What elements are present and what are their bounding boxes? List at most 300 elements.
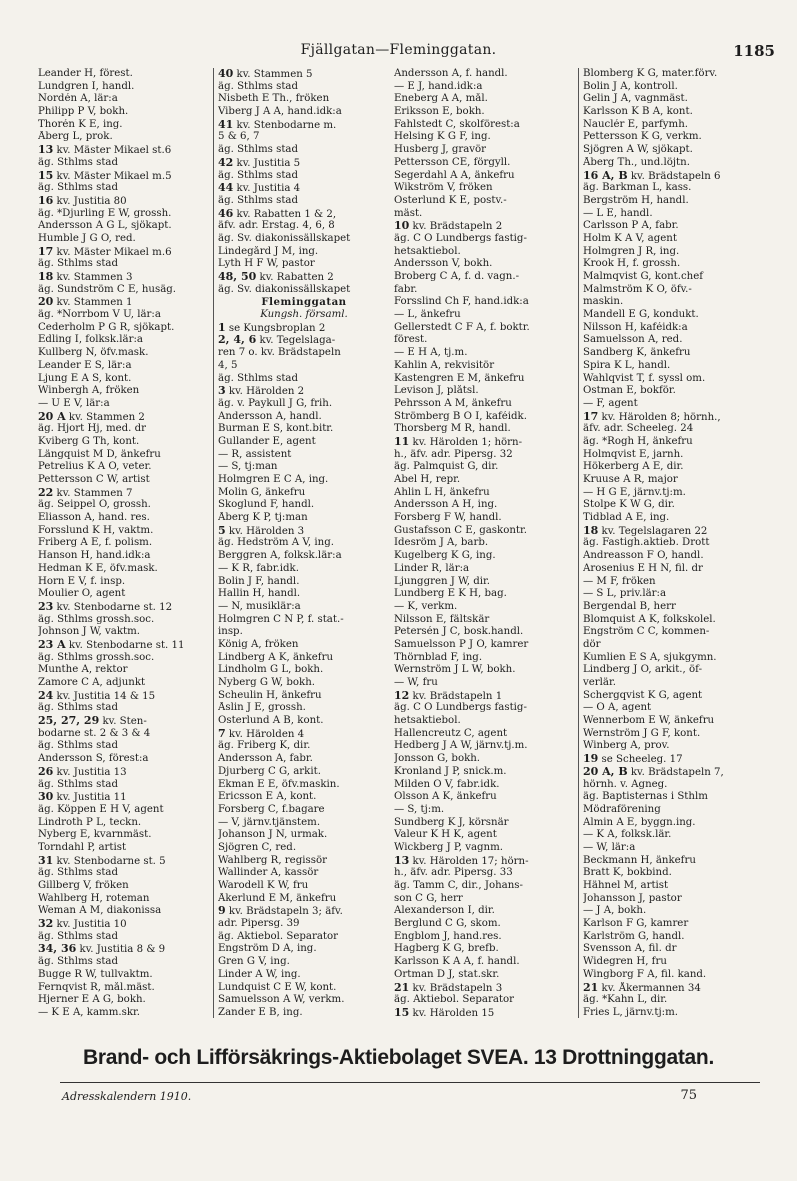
directory-entry: Johanson J N, urmak. — [218, 829, 328, 841]
directory-entry: 25, 27, 29 kv. Sten- — [38, 715, 147, 728]
directory-entry: Petrelius K A O, veter. — [38, 461, 152, 473]
directory-entry: 7 kv. Härolden 4 — [218, 727, 305, 740]
directory-entry: äg. Sthlms grossh.soc. — [38, 651, 155, 663]
directory-entry: Hjerner E A G, bokh. — [38, 994, 146, 1006]
directory-entry: Djurberg C G, arkit. — [218, 765, 321, 777]
directory-entry: Lundberg E K H, bag. — [394, 588, 507, 600]
directory-entry: Kruuse A R, major — [583, 474, 678, 485]
directory-entry: äg. Hedström A V, ing. — [218, 537, 334, 549]
directory-entry: Ljunggren J W, dir. — [394, 575, 491, 587]
directory-entry: Kronland J P, snick.m. — [394, 765, 507, 777]
directory-entry: Segerdahl A A, änkefru — [394, 169, 515, 181]
directory-entry: — K, verkm. — [394, 600, 458, 612]
directory-entry: Engström D A, ing. — [218, 943, 317, 955]
directory-entry: Valeur K H K, agent — [394, 829, 497, 841]
page-title: Fjällgatan—Fleminggatan. — [300, 42, 497, 58]
directory-entry: 18 kv. Stammen 3 — [38, 271, 133, 283]
directory-entry: 26 kv. Justitia 13 — [38, 765, 127, 778]
directory-entry: — O A, agent — [583, 702, 652, 714]
directory-entry: 16 kv. Justitia 80 — [38, 194, 127, 207]
directory-entry: Mödraförening — [583, 803, 661, 815]
directory-entry: 20 A, B kv. Brädstapeln 7, — [583, 765, 724, 778]
directory-entry: Holmgren C N P, f. stat.- — [218, 613, 344, 625]
directory-entry: 16 A, B kv. Brädstapeln 6 — [583, 169, 721, 182]
directory-entry: Lindroth P L, teckn. — [38, 816, 142, 828]
directory-entry: Hökerberg A E, dir. — [583, 461, 684, 473]
directory-entry: König A, fröken — [218, 638, 299, 650]
directory-entry: Holm K A V, agent — [583, 232, 677, 244]
directory-entry: Lindholm G L, bokh. — [218, 664, 324, 676]
directory-entry: Edling I, folksk.lär:a — [38, 334, 143, 346]
directory-entry: Österlund K E, postv.- — [394, 194, 507, 206]
directory-entry: Ahlin L H, änkefru — [394, 486, 490, 498]
directory-entry: 17 kv. Härolden 8; hörnh., — [583, 410, 721, 423]
directory-entry: äg. v. Paykull J G, frih. — [218, 397, 333, 409]
directory-entry: Holmgren E C A, ing. — [218, 474, 329, 485]
directory-entry: Zander E B, ing. — [218, 1006, 303, 1018]
directory-entry: Karlström G, handl. — [583, 930, 685, 942]
directory-entry: Thorén K E, ing. — [38, 118, 123, 130]
directory-entry: Johnson J W, vaktm. — [38, 626, 140, 638]
column-2 — [213, 68, 390, 1018]
directory-entry: äg. Sthlms stad — [38, 956, 119, 968]
directory-entry: Hanson H, hand.idk:a — [38, 550, 151, 562]
directory-entry: Moulier O, agent — [38, 588, 126, 600]
directory-entry: adr. Pipersg. 39 — [218, 918, 300, 930]
directory-entry: Levison J, plåtsl. — [394, 385, 479, 397]
directory-entry: äg. Sthlms stad — [38, 778, 119, 790]
directory-entry: Gren G V, ing. — [218, 956, 290, 968]
directory-entry: Warodell K W, fru — [218, 880, 309, 891]
directory-entry: dör — [583, 638, 601, 650]
directory-entry: — K R, fabr.idk. — [218, 562, 299, 574]
directory-entry: Kungsh. församl. — [260, 309, 348, 321]
directory-entry: 21 kv. Brädstapeln 3 — [394, 981, 503, 994]
directory-entry: Nyberg E, kvarnmäst. — [38, 829, 152, 841]
directory-entry: 13 kv. Härolden 17; hörn- — [394, 854, 529, 867]
directory-entry: Engblom J, hand.res. — [394, 930, 502, 942]
directory-entry: Åberg L, prok. — [38, 131, 113, 143]
directory-entry: Alexanderson I, dir. — [394, 905, 495, 917]
directory-entry: äg. Aktiebol. Separator — [394, 994, 515, 1006]
directory-entry: Abel H, repr. — [394, 474, 461, 485]
directory-entry: Blomberg K G, mater.förv. — [583, 68, 718, 79]
directory-entry: Zamore C A, adjunkt — [38, 677, 146, 688]
directory-entry: Andersson S, förest:a — [38, 753, 149, 765]
directory-entry: Sjögren A W, sjökapt. — [583, 144, 693, 156]
directory-entry: h., äfv. adr. Pipersg. 33 — [394, 867, 513, 879]
directory-entry: Eliasson A, hand. res. — [38, 512, 150, 524]
column-4 — [578, 68, 778, 1018]
directory-entry: 12 kv. Brädstapeln 1 — [394, 689, 503, 702]
directory-entry: 5 & 6, 7 — [218, 131, 260, 143]
directory-entry: Tidblad A E, ing. — [583, 512, 670, 524]
directory-entry: Gellerstedt C F A, f. boktr. — [394, 321, 530, 333]
directory-entry: Hagberg K G, brefb. — [394, 943, 499, 955]
directory-entry: Gillberg V, fröken — [38, 880, 129, 891]
directory-entry: Johansson J, pastor — [583, 892, 682, 904]
directory-entry: Bugge R W, tullvaktm. — [38, 968, 153, 980]
directory-entry: Bratt K, bokbind. — [583, 867, 672, 879]
directory-entry: Nisbeth E Th., fröken — [218, 93, 330, 105]
directory-entry: 20 kv. Stammen 1 — [38, 296, 133, 309]
directory-entry: 19 se Scheeleg. 17 — [583, 753, 683, 766]
directory-entry: 42 kv. Justitia 5 — [218, 156, 301, 169]
directory-entry: äg. Sthlms stad — [218, 194, 299, 206]
directory-entry: äfv. adr. Erstag. 4, 6, 8 — [218, 220, 335, 232]
directory-entry: Linder R, lär:a — [394, 562, 470, 574]
directory-entry: äg. Sv. diakonissällskapet — [218, 283, 351, 295]
directory-entry: 15 kv. Härolden 15 — [394, 1006, 495, 1018]
directory-entry: 18 kv. Tegelslagaren 22 — [583, 524, 708, 537]
directory-entry: Svensson A, fil. dr — [583, 943, 677, 955]
directory-entry: Hedberg J A W, järnv.tj.m. — [394, 740, 528, 752]
page-footer — [0, 1088, 797, 1108]
footer-page-number: 75 — [680, 1088, 697, 1103]
directory-entry: Nauclér E, parfymh. — [583, 118, 689, 130]
directory-entry: 20 A kv. Stammen 2 — [38, 410, 145, 423]
directory-entry: ren 7 o. kv. Brädstapeln — [218, 347, 341, 359]
directory-entry: Weman A M, diakonissa — [38, 905, 162, 917]
directory-entry: Schergqvist K G, agent — [583, 689, 703, 701]
directory-entry: Pehrsson A M, änkefru — [394, 397, 512, 409]
directory-entry: 24 kv. Justitia 14 & 15 — [38, 689, 156, 702]
directory-entry: Almin A E, byggn.ing. — [583, 816, 696, 828]
directory-entry: Arosenius E H N, fil. dr — [583, 562, 703, 574]
directory-entry: Munthe A, rektor — [38, 664, 128, 676]
directory-entry: Hedman K E, öfv.mask. — [38, 562, 158, 574]
directory-entry: Bergendal B, herr — [583, 600, 676, 612]
directory-entry: 44 kv. Justitia 4 — [218, 182, 301, 195]
directory-entry: Burman E S, kont.bitr. — [218, 423, 334, 435]
directory-entry: Wikström V, fröken — [394, 182, 493, 194]
directory-entry: äg. Sthlms stad — [218, 169, 299, 181]
page-number: 1185 — [733, 42, 775, 60]
directory-entry: Broberg C A, f. d. vagn.- — [394, 271, 520, 282]
directory-entry: Fernqvist R, mål.mäst. — [38, 981, 155, 993]
directory-entry: Sandberg K, änkefru — [583, 347, 691, 359]
directory-columns — [38, 68, 778, 1018]
directory-entry: Eriksson E, bokh. — [394, 106, 485, 118]
directory-entry: Wickberg J P, vagnm. — [394, 841, 504, 853]
directory-entry: 9 kv. Brädstapeln 3; äfv. — [218, 905, 343, 918]
directory-entry: Lundgren I, handl. — [38, 80, 135, 92]
directory-entry: Philipp P V, bokh. — [38, 106, 129, 118]
column-3 — [390, 68, 578, 1018]
directory-entry: Molin G, änkefru — [218, 486, 306, 498]
directory-entry: Horn E V, f. insp. — [38, 575, 126, 587]
directory-entry: — L, änkefru — [394, 309, 461, 321]
directory-entry: mäst. — [394, 207, 423, 219]
directory-entry: Viberg J A A, hand.idk:a — [218, 106, 342, 118]
directory-entry: — L E, handl. — [583, 207, 653, 219]
directory-entry: Samuelsson A, red. — [583, 334, 683, 346]
directory-entry: Leander E S, lär:a — [38, 359, 132, 371]
directory-entry: Andersson A, handl. — [218, 410, 322, 422]
directory-entry: 3 kv. Härolden 2 — [218, 385, 305, 398]
directory-entry: Bolin J A, kontroll. — [583, 80, 678, 92]
directory-entry: Andersson V, bokh. — [394, 258, 493, 270]
directory-entry: Nordén A, lär:a — [38, 93, 118, 105]
directory-entry: äg. Sthlms stad — [38, 867, 119, 879]
directory-entry: äg. C O Lundbergs fastig- — [394, 702, 527, 714]
directory-entry: Lyth H F W, pastor — [218, 258, 315, 270]
directory-entry: son C G, herr — [394, 892, 463, 904]
directory-entry: Längquist M D, änkefru — [38, 448, 161, 460]
directory-entry: Pettersson K G, verkm. — [583, 131, 702, 143]
directory-entry: 30 kv. Justitia 11 — [38, 791, 127, 804]
directory-entry: Forsslund K H, vaktm. — [38, 524, 154, 536]
directory-entry: Pettersson CE, förgyll. — [394, 156, 511, 168]
directory-entry: äg. *Kahn L, dir. — [583, 994, 668, 1006]
directory-entry: Fahlstedt C, skolförest:a — [394, 118, 520, 130]
directory-entry: Malmqvist G, kont.chef — [583, 271, 704, 282]
directory-entry: Fries L, järnv.tj:m. — [583, 1006, 678, 1018]
directory-entry: äg. Barkman L, kass. — [583, 182, 692, 194]
column-1 — [38, 68, 213, 1018]
directory-entry: Hähnel M, artist — [583, 880, 669, 891]
directory-entry: Stolpe K W G, dir. — [583, 499, 675, 511]
directory-entry: äg. Tamm C, dir., Johans- — [394, 880, 523, 891]
directory-entry: äfv. adr. Scheeleg. 24 — [583, 423, 694, 435]
directory-entry: äg. Baptisternas i Sthlm — [583, 791, 708, 803]
directory-entry: Pettersson C W, artist — [38, 474, 150, 485]
directory-entry: 48, 50 kv. Rabatten 2 — [218, 271, 334, 283]
directory-entry: Wahlqvist T, f. syssl om. — [583, 372, 706, 384]
directory-entry: Forsberg C, f.bagare — [218, 803, 325, 815]
directory-entry: Eneberg A A, mål. — [394, 93, 488, 105]
directory-entry: 34, 36 kv. Justitia 8 & 9 — [38, 943, 166, 956]
directory-entry: Thörnblad F, ing. — [394, 651, 483, 663]
directory-entry: Andersson A G L, sjökapt. — [38, 220, 172, 232]
directory-entry: äg. Sthlms stad — [218, 372, 299, 384]
directory-entry: Wennerbom E W, änkefru — [583, 715, 715, 727]
directory-entry: 22 kv. Stammen 7 — [38, 486, 133, 499]
directory-entry: äg. *Norrbom V U, lär:a — [38, 309, 161, 321]
directory-entry: äg. Sthlms stad — [38, 930, 119, 942]
directory-entry: Kullberg N, öfv.mask. — [38, 347, 149, 359]
directory-entry: Ortman D J, stat.skr. — [394, 968, 500, 980]
directory-entry: Wernström J L W, bokh. — [394, 664, 516, 676]
directory-entry: äg. Sthlms stad — [218, 80, 299, 92]
directory-entry: Nilsson E, fältskär — [394, 613, 490, 625]
directory-entry: Scheulin H, änkefru — [218, 689, 322, 701]
directory-entry: äg. Sv. diakonissällskapet — [218, 232, 351, 244]
directory-entry: äg. Sundström C E, husäg. — [38, 283, 177, 295]
directory-entry: Helsing K G F, ing. — [394, 131, 491, 143]
directory-entry: 23 A kv. Stenbodarne st. 11 — [38, 638, 185, 651]
directory-entry: verlär. — [583, 677, 616, 688]
directory-entry: Åkerlund E M, änkefru — [218, 892, 337, 904]
directory-entry: Thorsberg M R, handl. — [394, 423, 511, 435]
directory-entry: — R, assistent — [218, 448, 292, 460]
directory-entry: Engström C C, kommen- — [583, 626, 710, 638]
directory-entry: Andersson A, f. handl. — [394, 68, 508, 79]
directory-entry: 15 kv. Mäster Mikael m.5 — [38, 169, 172, 182]
directory-entry: Milden O V, fabr.idk. — [394, 778, 500, 790]
directory-entry: Friberg A E, f. polism. — [38, 537, 153, 549]
directory-entry: 46 kv. Rabatten 1 & 2, — [218, 207, 337, 220]
directory-entry: Berglund C G, skom. — [394, 918, 501, 930]
directory-entry: 32 kv. Justitia 10 — [38, 918, 127, 931]
page-header — [0, 40, 797, 62]
directory-entry: Ljung E A S, kont. — [38, 372, 132, 384]
directory-entry: äg. Sthlms stad — [218, 144, 299, 156]
directory-entry: — W, lär:a — [583, 841, 636, 853]
directory-entry: Forsberg F W, handl. — [394, 512, 502, 524]
directory-entry: Samuelsson P J O, kamrer — [394, 638, 529, 650]
directory-entry: 2, 4, 6 kv. Tegelslaga- — [218, 334, 336, 347]
directory-entry: hörnh. v. Agneg. — [583, 778, 668, 790]
directory-entry: Ericsson E A, kont. — [218, 791, 317, 803]
directory-entry: fabr. — [394, 283, 418, 295]
directory-entry: Åberg Th., und.löjtn. — [583, 156, 690, 168]
directory-entry: Blomquist A K, folkskolel. — [583, 613, 716, 625]
directory-entry: 41 kv. Stenbodarne m. — [218, 118, 337, 131]
directory-entry: äg. Palmquist G, dir. — [394, 461, 499, 473]
directory-entry: — V, järnv.tjänstem. — [218, 816, 321, 828]
directory-entry: Spira K L, handl. — [583, 359, 671, 371]
directory-entry: Wingborg F A, fil. kand. — [583, 968, 707, 980]
directory-entry: Winbergh A, fröken — [38, 385, 140, 397]
directory-entry: Cederholm P G R, sjökapt. — [38, 321, 175, 333]
directory-entry: äg. Köppen E H V, agent — [38, 803, 164, 815]
directory-entry: — M F, fröken — [583, 575, 656, 587]
directory-entry: — S, tj:man — [218, 461, 278, 473]
directory-entry: Sjögren C, red. — [218, 841, 297, 853]
directory-entry: förest. — [394, 334, 428, 346]
directory-entry: Åberg K P, tj:man — [218, 512, 308, 524]
directory-entry: Nilsson H, kaféidk:a — [583, 321, 688, 333]
directory-entry: Strömberg B O I, kaféidk. — [394, 410, 527, 422]
directory-entry: 1 se Kungsbroplan 2 — [218, 321, 326, 334]
directory-entry: Jonsson G, bokh. — [394, 753, 481, 765]
directory-entry: Fleminggatan — [261, 296, 347, 309]
directory-entry: Berggren A, folksk.lär:a — [218, 550, 342, 562]
directory-entry: bodarne st. 2 & 3 & 4 — [38, 727, 151, 739]
directory-entry: maskin. — [583, 296, 624, 308]
footer-publication: Adresskalendern 1910. — [62, 1090, 192, 1103]
directory-entry: h., äfv. adr. Pipersg. 32 — [394, 448, 513, 460]
directory-entry: Österlund A B, kont. — [218, 715, 324, 727]
directory-entry: Petersén J C, bosk.handl. — [394, 626, 524, 638]
directory-entry: Beckmann H, änkefru — [583, 854, 696, 866]
directory-entry: Kumlien E S A, sjukgymn. — [583, 651, 717, 663]
directory-entry: Olsson A K, änkefru — [394, 791, 497, 803]
directory-entry: Karlsson K B A, kont. — [583, 106, 693, 118]
directory-entry: 17 kv. Mäster Mikael m.6 — [38, 245, 172, 258]
directory-entry: Kugelberg K G, ing. — [394, 550, 496, 562]
directory-entry: äg. Hjort Hj, med. dr — [38, 423, 147, 435]
directory-entry: Linder A W, ing. — [218, 968, 301, 980]
directory-entry: — S L, priv.lär:a — [583, 588, 667, 600]
directory-entry: — F, agent — [583, 397, 638, 409]
directory-entry: Samuelsson A W, verkm. — [218, 994, 345, 1006]
directory-entry: äg. Friberg K, dir. — [218, 740, 311, 752]
directory-entry: — S, tj:m. — [394, 803, 445, 815]
directory-entry: Östman E, bokför. — [583, 385, 676, 397]
directory-entry: äg. Sthlms grossh.soc. — [38, 613, 155, 625]
directory-entry: 13 kv. Mäster Mikael st.6 — [38, 144, 172, 157]
directory-entry: Karlsson K A A, f. handl. — [394, 956, 520, 968]
directory-entry: Winberg A, prov. — [583, 740, 670, 752]
directory-entry: äg. Sthlms stad — [38, 182, 119, 194]
directory-entry: — K E A, kamm.skr. — [38, 1006, 140, 1018]
directory-entry: Bergström H, handl. — [583, 194, 689, 206]
directory-entry: Torndahl P, artist — [38, 841, 127, 853]
directory-entry: 10 kv. Brädstapeln 2 — [394, 220, 503, 233]
directory-entry: Gustafsson C E, gaskontr. — [394, 524, 527, 536]
directory-entry: Wahlberg R, regissör — [218, 854, 327, 866]
directory-entry: Gelin J A, vagnmäst. — [583, 93, 688, 105]
directory-entry: — K A, folksk.lär. — [583, 829, 672, 841]
directory-entry: Sundberg K J, körsnär — [394, 816, 509, 828]
directory-entry: hetsaktiebol. — [394, 245, 461, 257]
directory-entry: Wahlberg H, roteman — [38, 892, 150, 904]
directory-entry: äg. Aktiebol. Separator — [218, 930, 339, 942]
directory-entry: Wallinder A, kassör — [218, 867, 319, 879]
directory-entry: Forsslind Ch F, hand.idk:a — [394, 296, 529, 308]
directory-entry: Idesröm J A, barb. — [394, 537, 489, 549]
directory-entry: Lundquist C E W, kont. — [218, 981, 337, 993]
directory-entry: Carlsson P A, fabr. — [583, 220, 679, 232]
directory-entry: — N, musiklär:a — [218, 600, 301, 612]
directory-entry: 4, 5 — [218, 359, 238, 371]
directory-entry: Wernström J G F, kont. — [583, 727, 701, 739]
directory-entry: Kastengren E M, änkefru — [394, 372, 525, 384]
directory-entry: — W, fru — [394, 677, 438, 688]
directory-entry: — U E V, lär:a — [38, 397, 110, 409]
directory-entry: Mandell E G, kondukt. — [583, 309, 699, 321]
directory-entry: äg. *Rogh H, änkefru — [583, 435, 693, 447]
directory-entry: Leander H, förest. — [38, 68, 133, 79]
directory-entry: Kviberg G Th, kont. — [38, 435, 140, 447]
directory-entry: äg. Sthlms stad — [38, 740, 119, 752]
directory-entry: Kahlin A, rekvisitör — [394, 359, 495, 371]
directory-entry: Skoglund F, handl. — [218, 499, 315, 511]
directory-entry: 31 kv. Stenbodarne st. 5 — [38, 854, 166, 867]
directory-entry: Widegren H, fru — [583, 956, 667, 968]
directory-entry: insp. — [218, 626, 243, 638]
directory-entry: hetsaktiebol. — [394, 715, 461, 727]
directory-entry: 40 kv. Stammen 5 — [218, 68, 313, 80]
directory-entry: Hallencreutz C, agent — [394, 727, 508, 739]
directory-entry: Husberg J, gravör — [394, 144, 487, 156]
directory-entry: 23 kv. Stenbodarne st. 12 — [38, 600, 173, 613]
directory-entry: Ekman E E, öfv.maskin. — [218, 778, 340, 790]
directory-entry: Gullander E, agent — [218, 435, 316, 447]
directory-entry: Krook H, f. grossh. — [583, 258, 681, 270]
directory-entry: äg. Sthlms stad — [38, 702, 119, 714]
directory-entry: Nyberg G W, bokh. — [218, 677, 316, 688]
directory-entry: äg. Sthlms stad — [38, 156, 119, 168]
directory-entry: 11 kv. Härolden 1; hörn- — [394, 435, 523, 448]
directory-entry: Andersson A H, ing. — [394, 499, 498, 511]
directory-entry: Malmström K O, öfv.- — [583, 283, 692, 295]
directory-entry: — E H A, tj.m. — [394, 347, 468, 359]
advertisement-banner: Brand- och Lifförsäkrings-Aktiebolaget SVEA. 13 Drottninggatan. — [82, 1046, 714, 1069]
directory-entry: äg. *Djurling E W, grossh. — [38, 207, 172, 219]
directory-entry: Humble J G O, red. — [38, 232, 136, 244]
directory-entry: Lindegård J M, ing. — [218, 245, 319, 257]
directory-entry: Lindberg A K, änkefru — [218, 651, 334, 663]
directory-entry: Bolin J F, handl. — [218, 575, 300, 587]
directory-entry: Holmqvist E, jarnh. — [583, 448, 684, 460]
directory-entry: 5 kv. Härolden 3 — [218, 524, 305, 537]
directory-entry: Lindberg J O, arkit., öf- — [583, 664, 703, 676]
directory-entry: — E J, hand.idk:a — [394, 80, 483, 92]
footer-divider — [60, 1082, 760, 1083]
